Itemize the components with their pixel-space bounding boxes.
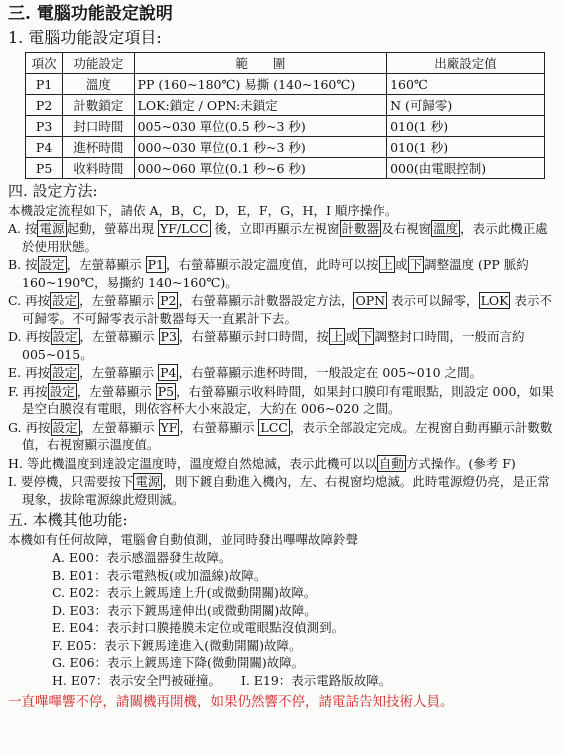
step-c: C. 再按 設定 ，左螢幕顯示 P2 ，右螢幕顯示計數器設定方法， OPN 表示可以歸零， LOK 表示不可歸零。不可歸零表示計數器每天一直累計下去。 <box>8 293 552 326</box>
warning-text: 一直嗶嗶響不停，請關機再開機，如果仍然響不停，請電話告知技術人員。 <box>8 694 454 710</box>
fault-code-list <box>52 549 560 689</box>
key-set: 設定 <box>39 257 65 272</box>
section-4-title: 四. 設定方法: <box>8 182 98 200</box>
list-item: D. E03：表示下鍍馬達伸出(或微動開關)故障。 <box>52 602 317 618</box>
list-item: B. E01：表示電熱板(或加溫線)故障。 <box>52 567 267 583</box>
key-power: 電源 <box>39 221 65 236</box>
key-down: 下 <box>409 257 423 272</box>
cell-index: P4 <box>26 137 63 158</box>
table-row <box>26 116 545 137</box>
display-yf: YF <box>160 419 178 435</box>
col-header-function: 功能設定 <box>63 53 134 74</box>
list-item: I. E19：表示電路版故障。 <box>240 672 392 688</box>
cell-function: 溫度 <box>63 74 134 95</box>
table-row <box>26 158 545 179</box>
section-heading: 三. 電腦功能設定說明 <box>8 4 173 24</box>
list-item: G. E06：表示上鍍馬達下降(微動開關)故障。 <box>52 655 305 670</box>
key-up: 上 <box>380 257 394 272</box>
cell-range: PP (160~180℃) 易撕 (140~160℃) <box>134 74 386 95</box>
cell-default: 000(由電眼控制) <box>387 158 545 179</box>
table-row <box>26 95 545 116</box>
display-p1: P1 <box>147 257 165 272</box>
cell-range: 000~030 單位(0.1 秒~3 秒) <box>134 137 386 158</box>
key-set: 設定 <box>52 365 78 380</box>
list-item: H. E07：表示安全門被碰撞。 <box>52 672 221 688</box>
key-set: 設定 <box>49 383 75 399</box>
fault-last-row <box>52 672 560 690</box>
step-i: I. 要停機，只需要按下 電源 ，則下鍍自動進入機內，左、右視窗均熄滅。此時電源燈仍亮，是正常現象，拔除電源線此燈則滅。 <box>8 474 550 507</box>
cell-range: 005~030 單位(0.5 秒~3 秒) <box>134 116 386 137</box>
step-h: H. 等此機溫度到達設定溫度時，溫度燈自然熄滅，表示此機可以以 自動 方式操作。(參考 F) <box>8 455 516 471</box>
step-e: E. 再按 設定 ，左螢幕顯示 P4 ，右螢幕顯示進杯時間，一般設定在 005~010 之間。 <box>8 365 483 380</box>
key-set: 設定 <box>52 293 78 308</box>
table-header-row <box>26 53 545 74</box>
section-4-intro: 本機設定流程如下，請依 A，B，C，D，E，F，G，H，I 順序操作。 <box>8 203 398 218</box>
display-p5: P5 <box>157 383 175 399</box>
cell-default: 160℃ <box>387 74 545 95</box>
document-page <box>8 2 560 712</box>
col-header-default: 出廠設定值 <box>387 53 545 74</box>
step-b: B. 按 設定 ，左螢幕顯示 P1 ，右螢幕顯示設定溫度值，此時可以按 上 或 下 調整溫度 (PP 脈約 160~190℃，易撕約 140~160℃)。 <box>8 257 529 290</box>
window-temperature: 溫度 <box>433 221 459 236</box>
display-p3: P3 <box>160 329 177 344</box>
step-d: D. 再按 設定 ，左螢幕顯示 P3 ，右螢幕顯示封口時間，按 上 或 下 調整封口時間，一般而言約 005~015。 <box>8 329 525 362</box>
display-p4: P4 <box>160 365 177 380</box>
key-power: 電源 <box>135 474 161 489</box>
list-item: C. E02：表示上鍍馬達上升(或微動開關)故障。 <box>52 585 317 600</box>
section-5-intro: 本機如有任何故障，電腦會自動偵測，並同時發出嗶嗶故障鈴聲 <box>8 532 359 547</box>
col-header-range: 範 圍 <box>134 53 386 74</box>
cell-default: 010(1 秒) <box>387 137 545 158</box>
table-row <box>26 137 545 158</box>
step-f: F. 再按 設定 ，左螢幕顯示 P5 ，右螢幕顯示收料時間，如果封口膜印有電眼點，則設定 000，如果是空白膜沒有電眼，則依容杯大小來設定，大約在 006~020 之間。 <box>8 383 554 416</box>
cell-index: P5 <box>26 158 63 179</box>
cell-default: N (可歸零) <box>387 95 545 116</box>
cell-function: 收料時間 <box>63 158 134 179</box>
cell-index: P2 <box>26 95 63 116</box>
key-down: 下 <box>359 329 373 344</box>
display-lcc: LCC <box>260 419 288 435</box>
col-header-index: 項次 <box>26 53 63 74</box>
cell-range: 000~060 單位(0.1 秒~6 秒) <box>134 158 386 179</box>
cell-default: 010(1 秒) <box>387 116 545 137</box>
list-item: E. E04：表示封口膜捲膜未定位或電眼點沒偵測到。 <box>52 620 345 635</box>
display-yf-lcc: YF/LCC <box>159 221 209 236</box>
display-lok: LOK <box>480 293 509 308</box>
cell-index: P3 <box>26 116 63 137</box>
table-row <box>26 74 545 95</box>
cell-function: 進杯時間 <box>63 137 134 158</box>
window-counter: 計數器 <box>341 221 380 236</box>
cell-range: LOK:鎖定 / OPN:未鎖定 <box>134 95 386 116</box>
step-g: G. 再按 設定 ，左螢幕顯示 YF ，右螢幕顯示 LCC ，表示全部設定完成。左視窗自動再顯示計數數值，右視窗顯示溫度值。 <box>8 419 553 452</box>
settings-table <box>25 52 545 179</box>
cell-function: 封口時間 <box>63 116 134 137</box>
step-a: A. 按 電源 起動，螢幕出現 YF/LCC 後，立即再顯示左視窗 計數器 及右視窗 溫度 ，表示此機正處於使用狀態。 <box>8 221 548 254</box>
key-auto: 自動 <box>378 455 404 471</box>
cell-function: 計數鎖定 <box>63 95 134 116</box>
subsection-heading: 1. 電腦功能設定項目: <box>8 28 162 47</box>
list-item: F. E05：表示下鍍馬達進入(微動開關)故障。 <box>52 637 302 653</box>
key-set: 設定 <box>52 329 78 344</box>
section-5-title: 五. 本機其他功能: <box>8 511 128 529</box>
display-opn: OPN <box>355 293 386 308</box>
key-set: 設定 <box>52 419 78 435</box>
display-p2: P2 <box>160 293 177 308</box>
list-item: A. E00：表示感溫器發生故障。 <box>52 550 232 565</box>
cell-index: P1 <box>26 74 63 95</box>
key-up: 上 <box>330 329 344 344</box>
